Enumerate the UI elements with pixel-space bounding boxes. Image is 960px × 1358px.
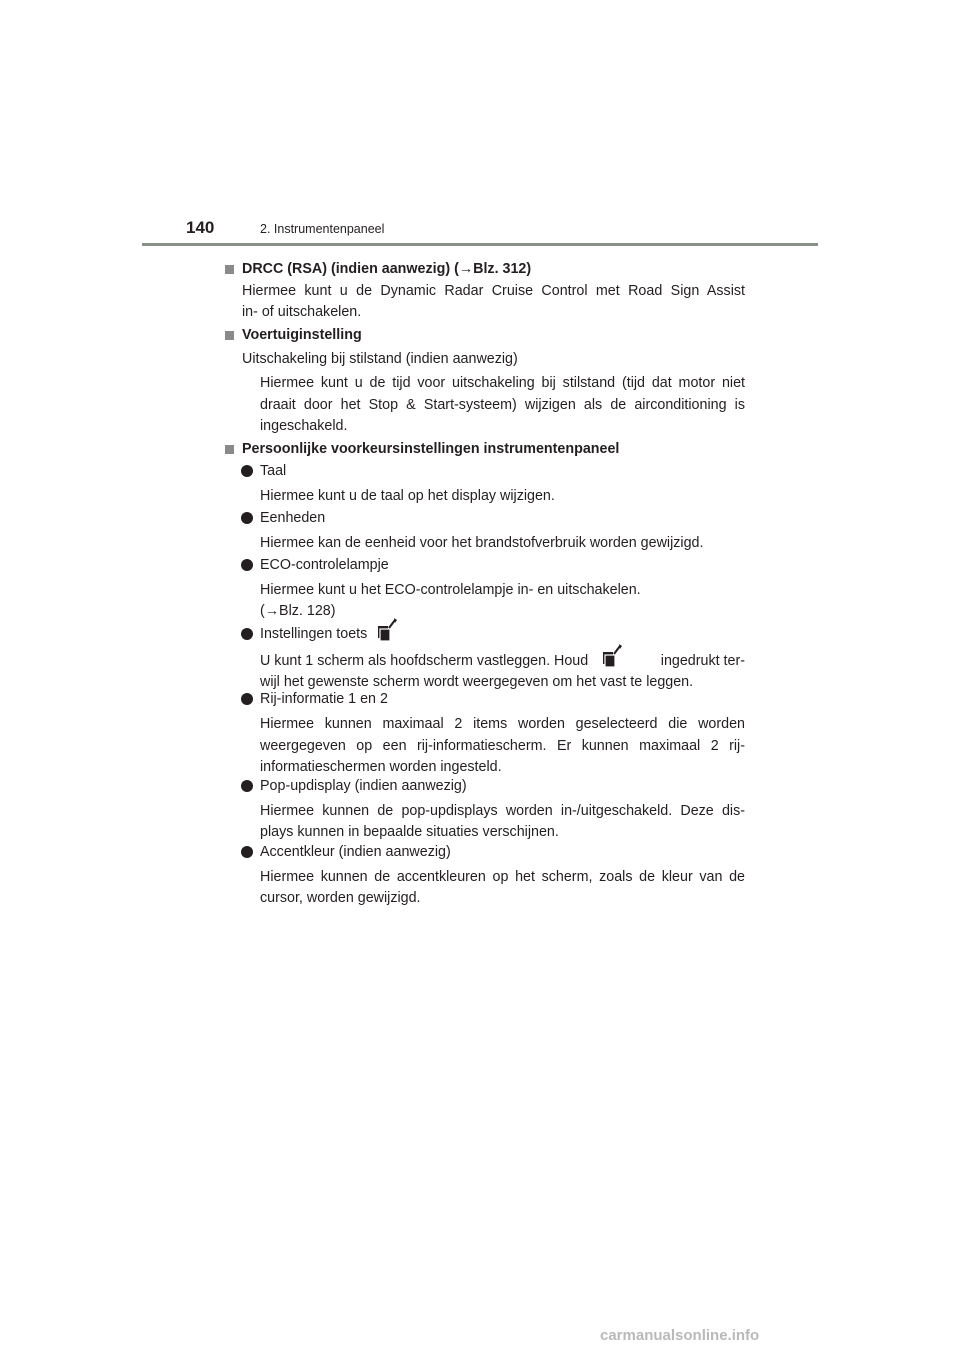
list-bullet bbox=[241, 628, 253, 640]
section-bullet bbox=[225, 331, 234, 340]
text-segment: U kunt 1 scherm als hoofdscherm vastleggen. Houd bbox=[260, 653, 589, 669]
text-line: Hiermee kunnen de pop-updisplays worden in-/uitgeschakeld. Deze dis- bbox=[260, 803, 745, 819]
text-line: ingeschakeld. bbox=[260, 418, 348, 434]
section-title-persoonlijk: Persoonlijke voorkeursinstellingen instrumentenpaneel bbox=[242, 441, 620, 457]
item-title: Taal bbox=[260, 463, 287, 479]
text-line: cursor, worden gewijzigd. bbox=[260, 890, 421, 906]
watermark: carmanualsonline.info bbox=[600, 1327, 760, 1344]
list-bullet bbox=[241, 780, 253, 792]
text-line: wijl het gewenste scherm wordt weergegeven om het vast te leggen. bbox=[260, 674, 694, 690]
section-title-drcc: DRCC (RSA) (indien aanwezig) (→Blz. 312) bbox=[242, 261, 532, 277]
item-title: Eenheden bbox=[260, 510, 326, 526]
text-line: Hiermee kunt u de taal op het display wijzigen. bbox=[260, 488, 555, 504]
text-line: Hiermee kan de eenheid voor het brandstofverbruik worden gewijzigd. bbox=[260, 535, 704, 551]
item-title-text: Instellingen toets bbox=[260, 626, 368, 642]
subsection-title: Uitschakeling bij stilstand (indien aanwezig) bbox=[242, 351, 518, 367]
chapter-title: 2. Instrumentenpaneel bbox=[260, 222, 385, 236]
header-rule bbox=[142, 243, 818, 246]
text-line: weergegeven op een rij-informatiescherm. Er kunnen maximaal 2 rij- bbox=[260, 738, 745, 754]
page-number: 140 bbox=[186, 218, 215, 237]
item-title: Rij-informatie 1 en 2 bbox=[260, 691, 388, 707]
item-title: Pop-updisplay (indien aanwezig) bbox=[260, 778, 467, 794]
list-bullet bbox=[241, 693, 253, 705]
text-line: plays kunnen in bepaalde situaties verschijnen. bbox=[260, 824, 559, 840]
list-bullet bbox=[241, 559, 253, 571]
text-line: Hiermee kunnen maximaal 2 items worden geselecteerd die worden bbox=[260, 716, 745, 732]
text-line: in- of uitschakelen. bbox=[242, 304, 362, 320]
item-title bbox=[260, 625, 401, 643]
section-bullet bbox=[225, 445, 234, 454]
list-bullet bbox=[241, 846, 253, 858]
settings-key-icon bbox=[375, 617, 401, 643]
settings-key-icon bbox=[600, 643, 626, 669]
text-line: Hiermee kunt u de Dynamic Radar Cruise Control met Road Sign Assist bbox=[242, 283, 745, 299]
section-bullet bbox=[225, 265, 234, 274]
text-line: informatieschermen worden ingesteld. bbox=[260, 759, 502, 775]
text-line bbox=[260, 652, 745, 670]
list-bullet bbox=[241, 465, 253, 477]
item-title: Accentkleur (indien aanwezig) bbox=[260, 844, 451, 860]
list-bullet bbox=[241, 512, 253, 524]
text-segment: ingedrukt ter- bbox=[660, 653, 745, 669]
text-line: draait door het Stop & Start-systeem) wijzigen als de airconditioning is bbox=[260, 397, 745, 413]
text-line: Hiermee kunt u de tijd voor uitschakeling bij stilstand (tijd dat motor niet bbox=[260, 375, 745, 391]
text-line: (→Blz. 128) bbox=[260, 603, 336, 619]
item-title: ECO-controlelampje bbox=[260, 557, 389, 573]
text-line: Hiermee kunnen de accentkleuren op het scherm, zoals de kleur van de bbox=[260, 869, 745, 885]
section-title-voertuig: Voertuiginstelling bbox=[242, 327, 362, 343]
text-line: Hiermee kunt u het ECO-controlelampje in- en uitschakelen. bbox=[260, 582, 641, 598]
